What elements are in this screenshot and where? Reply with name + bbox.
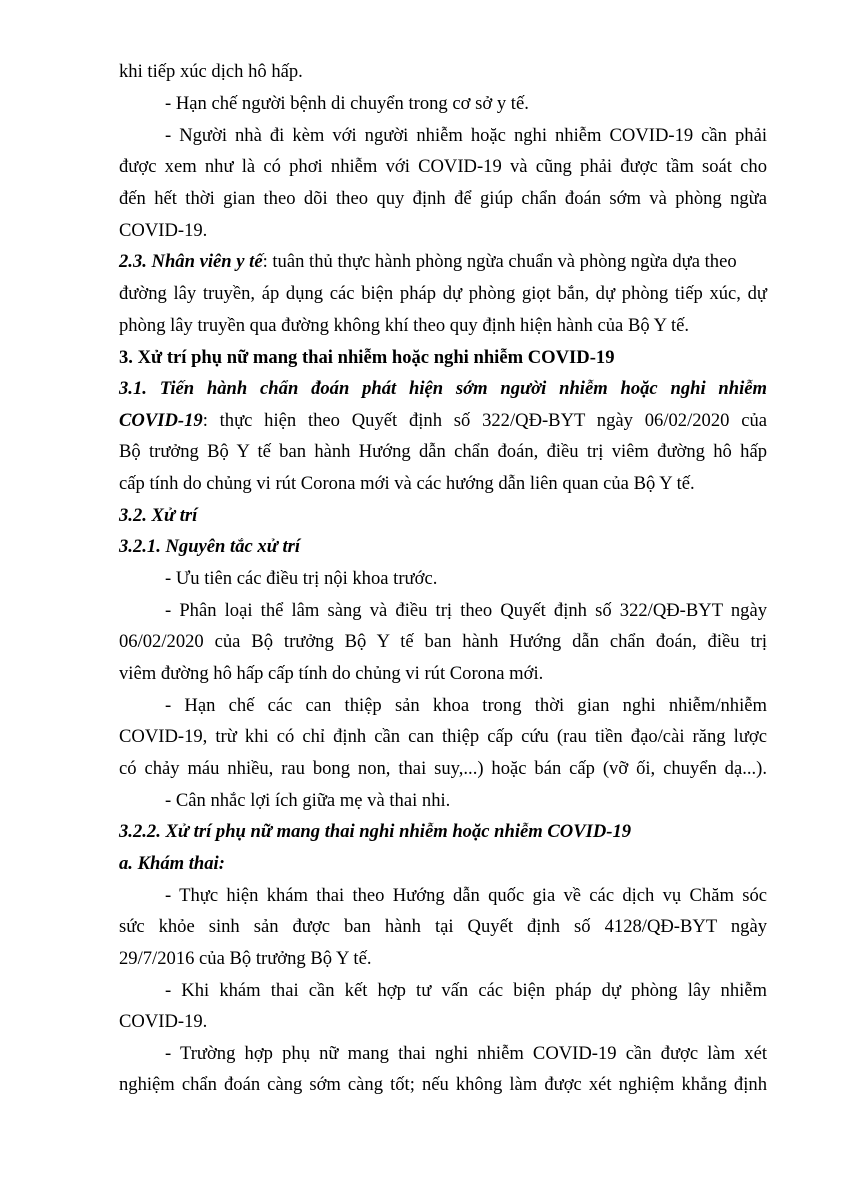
section-heading: 3. Xử trí phụ nữ mang thai nhiễm hoặc nghi nhiễm COVID-19	[119, 347, 615, 368]
text-line: - Khi khám thai cần kết hợp tư vấn các biện pháp dự phòng lây nhiễm	[165, 980, 767, 1001]
section-heading: 3.2. Xử trí	[119, 505, 198, 526]
text-line: viêm đường hô hấp cấp tính do chủng vi rút Corona mới.	[119, 663, 544, 684]
inline-text: : tuân thủ thực hành phòng ngừa chuẩn và phòng ngừa dựa theo	[262, 251, 737, 272]
section-heading: a. Khám thai:	[119, 853, 225, 874]
section-heading: COVID-19	[119, 410, 203, 431]
text-line: - Người nhà đi kèm với người nhiễm hoặc nghi nhiễm COVID-19 cần phải	[165, 125, 767, 146]
text-line: phòng lây truyền qua đường không khí theo quy định hiện hành của Bộ Y tế.	[119, 315, 690, 336]
text-line: - Trường hợp phụ nữ mang thai nghi nhiễm COVID-19 cần được làm xét	[165, 1043, 767, 1064]
text-line: có chảy máu nhiều, rau bong non, thai suy,...) hoặc bán cấp (vỡ ối, chuyển dạ...).	[119, 758, 767, 779]
text-line: 06/02/2020 của Bộ trưởng Bộ Y tế ban hành Hướng dẫn chẩn đoán, điều trị	[119, 631, 767, 652]
section-heading: 3.1. Tiến hành chẩn đoán phát hiện sớm người nhiễm hoặc nghi nhiễm	[119, 378, 767, 399]
text-line: 29/7/2016 của Bộ trưởng Bộ Y tế.	[119, 948, 372, 969]
text-line: đường lây truyền, áp dụng các biện pháp dự phòng giọt bắn, dự phòng tiếp xúc, dự	[119, 283, 767, 304]
text-line: - Phân loại thể lâm sàng và điều trị theo Quyết định số 322/QĐ-BYT ngày	[165, 600, 767, 621]
text-line: COVID-19.	[119, 220, 208, 241]
text-line	[119, 409, 767, 433]
inline-text: : thực hiện theo Quyết định số 322/QĐ-BYT ngày 06/02/2020 của	[202, 410, 767, 431]
text-line: - Hạn chế người bệnh di chuyển trong cơ sở y tế.	[165, 93, 529, 114]
text-line: đến hết thời gian theo dõi theo quy định để giúp chẩn đoán sớm và phòng ngừa	[119, 188, 767, 209]
text-line: COVID-19.	[119, 1011, 208, 1032]
section-heading: 3.2.1. Nguyên tắc xử trí	[119, 536, 301, 557]
text-line: - Cân nhắc lợi ích giữa mẹ và thai nhi.	[165, 790, 451, 811]
text-line: cấp tính do chủng vi rút Corona mới và các hướng dẫn liên quan của Bộ Y tế.	[119, 473, 695, 494]
text-line: - Ưu tiên các điều trị nội khoa trước.	[165, 568, 438, 589]
text-line: Bộ trưởng Bộ Y tế ban hành Hướng dẫn chẩn đoán, điều trị viêm đường hô hấp	[119, 441, 767, 462]
text-line: - Thực hiện khám thai theo Hướng dẫn quốc gia về các dịch vụ Chăm sóc	[165, 885, 767, 906]
text-line: nghiệm chẩn đoán càng sớm càng tốt; nếu không làm được xét nghiệm khẳng định	[119, 1074, 767, 1095]
text-line: khi tiếp xúc dịch hô hấp.	[119, 61, 303, 82]
text-line: - Hạn chế các can thiệp sản khoa trong thời gian nghi nhiễm/nhiễm	[165, 695, 767, 716]
text-line: COVID-19, trừ khi có chỉ định cần can thiệp cấp cứu (rau tiền đạo/cài răng lược	[119, 726, 767, 747]
text-line: sức khỏe sinh sản được ban hành tại Quyết định số 4128/QĐ-BYT ngày	[119, 916, 767, 937]
section-heading: 3.2.2. Xử trí phụ nữ mang thai nghi nhiễm hoặc nhiễm COVID-19	[119, 821, 632, 842]
text-line: được xem như là có phơi nhiễm với COVID-19 và cũng phải được tầm soát cho	[119, 156, 767, 177]
text-line	[119, 250, 767, 274]
section-heading: 2.3. Nhân viên y tế	[119, 251, 263, 272]
